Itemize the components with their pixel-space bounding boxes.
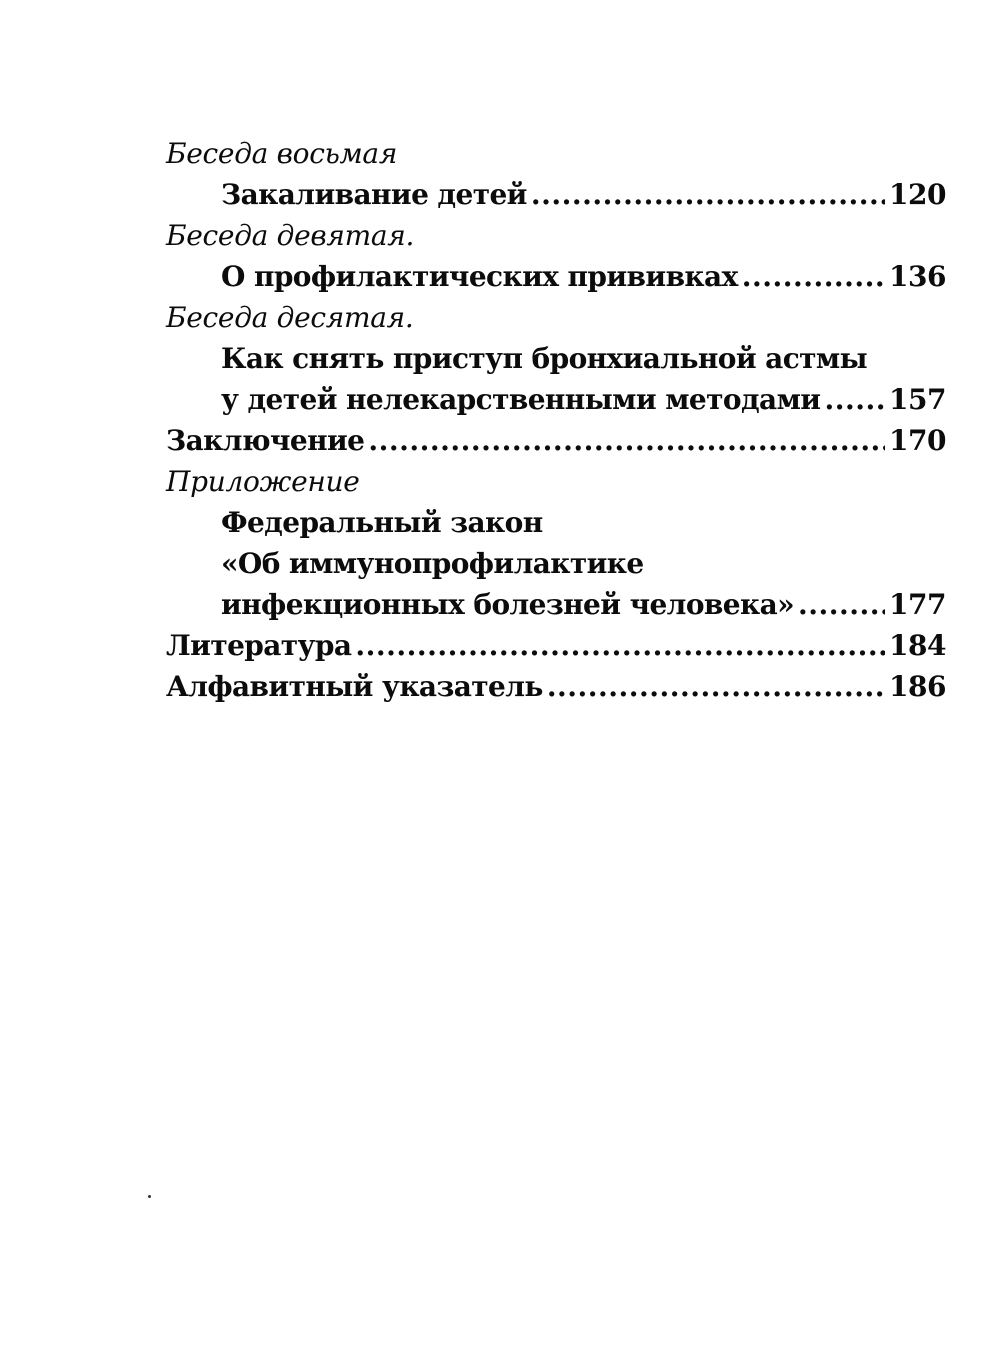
heading-text: Приложение xyxy=(166,465,360,498)
toc-heading-talk-8 xyxy=(166,133,946,174)
heading-text: Беседа восьмая xyxy=(166,137,398,170)
page-number: 184 xyxy=(889,629,946,662)
dot-leader xyxy=(742,256,885,297)
entry-title: Как снять приступ бронхиальной астмы xyxy=(221,342,868,375)
entry-title: Закаливание детей xyxy=(221,178,527,211)
entry-title: инфекционных болезней человека» xyxy=(221,588,795,621)
dot-leader xyxy=(798,584,885,625)
dot-leader xyxy=(355,625,885,666)
page-number: 170 xyxy=(889,424,946,457)
dot-leader xyxy=(531,174,885,215)
page-number: 136 xyxy=(889,260,946,293)
entry-title: «Об иммунопрофилактике xyxy=(221,547,644,580)
toc-entry-literature[interactable] xyxy=(166,625,946,666)
toc-entry-conclusion[interactable] xyxy=(166,420,946,461)
entry-title: Федеральный закон xyxy=(221,506,543,539)
page-number: 157 xyxy=(889,383,946,416)
toc-heading-appendix xyxy=(166,461,946,502)
page-number: 186 xyxy=(889,670,946,703)
toc-heading-talk-9 xyxy=(166,215,946,256)
print-speck xyxy=(148,1195,151,1198)
dot-leader xyxy=(824,379,885,420)
table-of-contents xyxy=(166,133,946,707)
toc-entry-hardening[interactable] xyxy=(166,174,946,215)
toc-heading-talk-10 xyxy=(166,297,946,338)
page-number: 120 xyxy=(889,178,946,211)
toc-entry-law-line1[interactable] xyxy=(166,502,946,543)
toc-entry-law-line3[interactable] xyxy=(166,584,946,625)
page-number: 177 xyxy=(889,588,946,621)
toc-entry-asthma-line2[interactable] xyxy=(166,379,946,420)
heading-text: Беседа десятая. xyxy=(166,301,414,334)
toc-entry-asthma-line1[interactable] xyxy=(166,338,946,379)
toc-entry-law-line2[interactable] xyxy=(166,543,946,584)
dot-leader xyxy=(368,420,885,461)
dot-leader xyxy=(547,666,885,707)
entry-title: Литература xyxy=(166,629,352,662)
heading-text: Беседа девятая. xyxy=(166,219,415,252)
entry-title: Алфавитный указатель xyxy=(166,670,543,703)
toc-entry-index[interactable] xyxy=(166,666,946,707)
toc-entry-vaccinations[interactable] xyxy=(166,256,946,297)
entry-title: Заключение xyxy=(166,424,365,457)
entry-title: О профилактических прививках xyxy=(221,260,738,293)
entry-title: у детей нелекарственными методами xyxy=(221,383,821,416)
